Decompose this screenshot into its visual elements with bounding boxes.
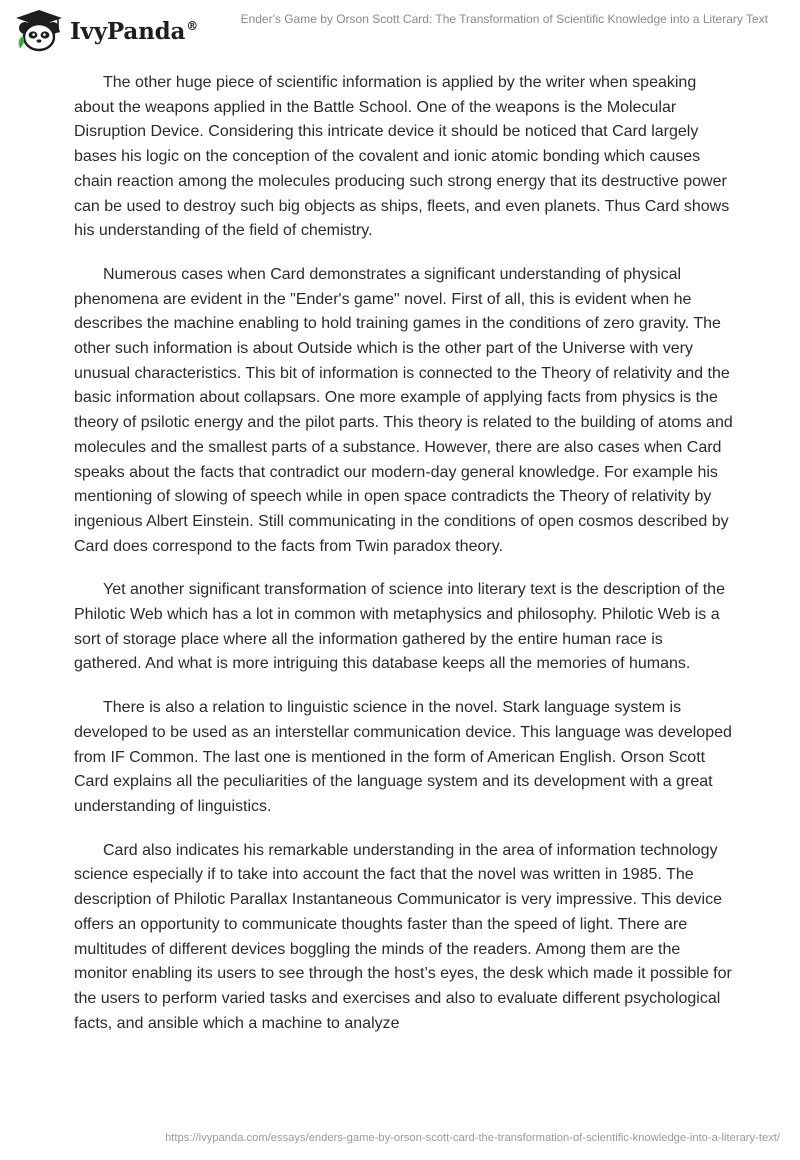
paragraph-philotic-web: Yet another significant transformation of science into literary text is the description of the Philotic Web which has a lot in common with metaphysics and philosophy. Philotic Web is a sort of storage place where all the information gathered by the entire human race is gathered. And what is more intriguing this database keeps all the memories of humans. bbox=[74, 581, 725, 673]
page-header bbox=[0, 0, 800, 60]
paragraph-chemistry: The other huge piece of scientific information is applied by the writer when speaking about the weapons applied in the Battle School. One of the weapons is the Molecular Disruption Device. Considering this intricate device it should be noticed that Card largely bases his logic on the conception of the covalent and ionic atomic bonding which causes chain reaction among the molecules producing such strong energy that its destructive power can be used to destroy such big objects as ships, fleets, and even planets. Thus Card shows his understanding of the field of chemistry. bbox=[74, 74, 730, 240]
document-title: Ender's Game by Orson Scott Card: The Transformation of Scientific Knowledge into a Literary Text bbox=[240, 12, 768, 26]
panda-graduate-icon bbox=[14, 8, 64, 52]
essay-body bbox=[74, 71, 734, 1055]
registered-mark: ® bbox=[186, 18, 198, 33]
source-url[interactable]: https://ivypanda.com/essays/enders-game-by-orson-scott-card-the-transformation-of-scientific-knowledge-into-a-literary-text/ bbox=[165, 1132, 780, 1144]
ivypanda-logo[interactable] bbox=[14, 8, 198, 52]
paragraph-information-technology: Card also indicates his remarkable understanding in the area of information technology science especially if to take into account the fact that the novel was written in 1985. The description of Philotic Parallax Instantaneous Communicator is very impressive. This device offers an opportunity to communicate thoughts faster than the speed of light. There are multitudes of different devices boggling the minds of the readers. Among them are the monitor enabling its users to see through the host’s eyes, the desk which made it possible for the users to perform varied tasks and exercises and also to evaluate different psychological facts, and ansible which a machine to analyze bbox=[74, 841, 732, 1032]
paragraph-linguistics: There is also a relation to linguistic science in the novel. Stark language system is developed to be used as an interstellar communication device. This language was developed from IF Common. The last one is mentioned in the form of American English. Orson Scott Card explains all the peculiarities of the language system and its development with a great understanding of linguistics. bbox=[74, 699, 732, 815]
brand-name: IvyPanda® bbox=[70, 17, 198, 45]
paragraph-physics: Numerous cases when Card demonstrates a significant understanding of physical phenomena are evident in the "Ender's game" novel. First of all, this is evident when he describes the machine enabling to hold training games in the conditions of zero gravity. The other such information is about Outside which is the other part of the Universe with very unusual characteristics. This bit of information is connected to the Theory of relativity and the basic information about collapsars. One more example of applying facts from physics is the theory of psilotic energy and the pilot parts. This theory is related to the building of atoms and molecules and the smallest parts of a substance. However, there are also cases when Card speaks about the facts that contradict our modern-day general knowledge. For example his mentioning of slowing of speech while in open space contradicts the Theory of relativity by ingenious Albert Einstein. Still communicating in the conditions of open cosmos described by Card does correspond to the facts from Twin paradox theory. bbox=[74, 265, 733, 555]
